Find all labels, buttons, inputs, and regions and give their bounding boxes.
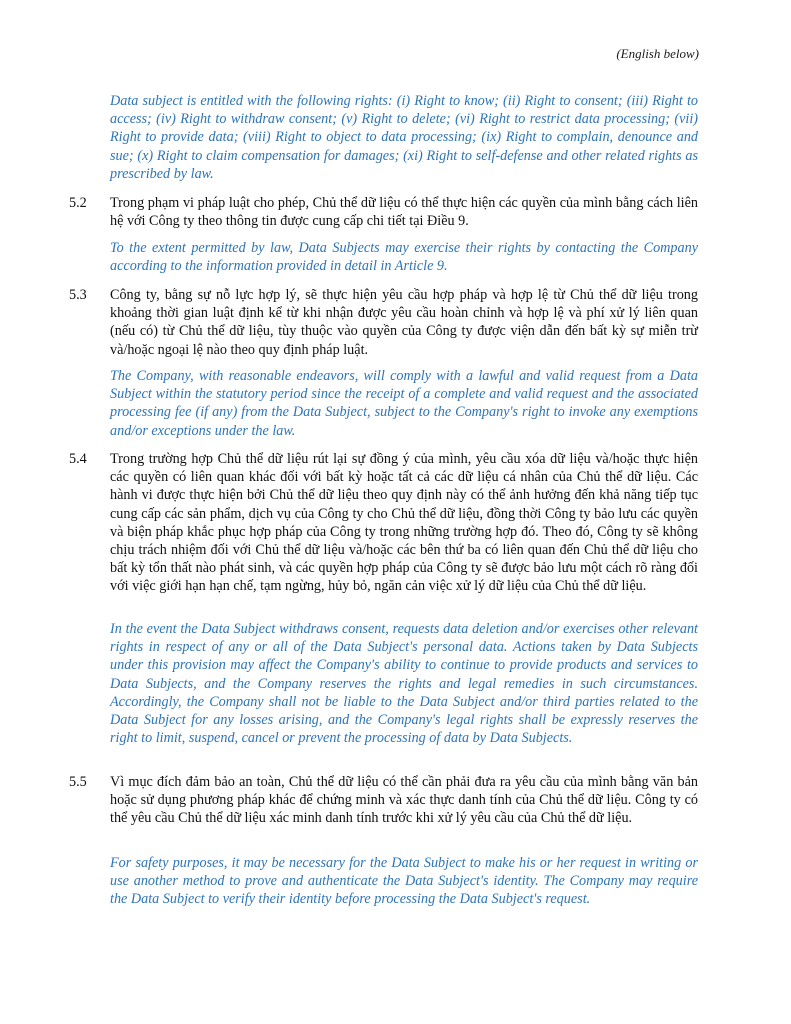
section-5-4-english: In the event the Data Subject withdraws consent, requests data deletion and/or exercises other relevant rights in respect of any or all of the Data Subject's personal data. Actions taken by Data Subjects under this provision may affect the Company's ability to continue to provide products and services to Data Subjects, and the Company reserves the rights and legal remedies in such circumstances. Accordingly, the Company shall not be liable to the Data Subject and/or third parties related to the Data Subject for any losses arising, and the Company's legal rights shall be expressly reserves the right to limit, suspend, cancel or prevent the processing of data by Data Subjects. [110, 621, 698, 747]
section-5-5-english: For safety purposes, it may be necessary for the Data Subject to make his or her request in writing or use another method to prove and authenticate the Data Subject's identity. The Company may require the Data Subject to verify their identity before processing the Data Subject's request. [110, 855, 698, 908]
english-below-note: (English below) [616, 46, 699, 61]
section-number-5-4: 5.4 [69, 451, 87, 467]
section-5-2-vietnamese: Trong phạm vi pháp luật cho phép, Chủ thể dữ liệu có thể thực hiện các quyền của mình bằng cách liên hệ với Công ty theo thông tin được cung cấp chi tiết tại Điều 9. [110, 195, 698, 230]
section-5-2-english: To the extent permitted by law, Data Subjects may exercise their rights by contacting the Company according to the information provided in detail in Article 9. [110, 240, 698, 275]
section-number-5-5: 5.5 [69, 774, 87, 790]
section-5-5-vietnamese: Vì mục đích đảm bảo an toàn, Chủ thể dữ liệu có thể cần phải đưa ra yêu cầu của mình bằng văn bản hoặc sử dụng phương pháp khác để chứng minh và xác thực danh tính của Chủ thể dữ liệu. Công ty có thể yêu cầu Chủ thể dữ liệu xác minh danh tính trước khi xử lý yêu cầu của Chủ thể dữ liệu. [110, 774, 698, 827]
section-number-5-3: 5.3 [69, 287, 87, 303]
section-number-5-2: 5.2 [69, 195, 87, 211]
section-5-4-vietnamese: Trong trường hợp Chủ thể dữ liệu rút lại sự đồng ý của mình, yêu cầu xóa dữ liệu và/hoặc thực hiện các quyền có liên quan khác đối với bất kỳ hoặc tất cả các dữ liệu cá nhân của Chủ thể dữ liệu. Các hành vi được thực hiện bởi Chủ thể dữ liệu theo quy định này có thể ảnh hưởng đến khả năng tiếp tục cung cấp các sản phẩm, dịch vụ của Công ty cho Chủ thể dữ liệu, đồng thời Công ty bảo lưu các quyền và biện pháp khắc phục hợp pháp của Công ty trong những trường hợp đó. Theo đó, Công ty sẽ không chịu trách nhiệm đối với Chủ thể dữ liệu và/hoặc các bên thứ ba có liên quan đến Chủ thể dữ liệu cho bất kỳ tổn thất nào phát sinh, và các quyền hợp pháp của Công ty sẽ được bảo lưu một cách rõ ràng đối với việc giới hạn hạn chế, tạm ngừng, hủy bỏ, ngăn cản việc xử lý dữ liệu của Chủ thể dữ liệu. [110, 451, 698, 595]
intro-rights-english: Data subject is entitled with the following rights: (i) Right to know; (ii) Right to consent; (iii) Right to access; (iv) Right to withdraw consent; (v) Right to delete; (vi) Right to restrict data processing; (vii) Right to provide data; (viii) Right to object to data processing; (ix) Right to complain, denounce and sue; (x) Right to claim compensation for damages; (xi) Right to self-defense and other related rights as prescribed by law. [110, 93, 698, 182]
section-5-3-vietnamese: Công ty, bằng sự nỗ lực hợp lý, sẽ thực hiện yêu cầu hợp pháp và hợp lệ từ Chủ thể dữ liệu trong khoảng thời gian luật định kể từ khi nhận được yêu cầu hoàn chỉnh và hợp lệ và phí xử lý liên quan (nếu có) từ Chủ thể dữ liệu, tùy thuộc vào quyền của Công ty được viện dẫn đến bất kỳ sự miễn trừ và/hoặc ngoại lệ nào theo quy định pháp luật. [110, 287, 698, 358]
section-5-3-english: The Company, with reasonable endeavors, will comply with a lawful and valid request from a Data Subject within the statutory period since the receipt of a complete and valid request and the associated processing fee (if any) from the Data Subject, subject to the Company's right to invoke any exemptions and/or exceptions under the law. [110, 368, 698, 439]
